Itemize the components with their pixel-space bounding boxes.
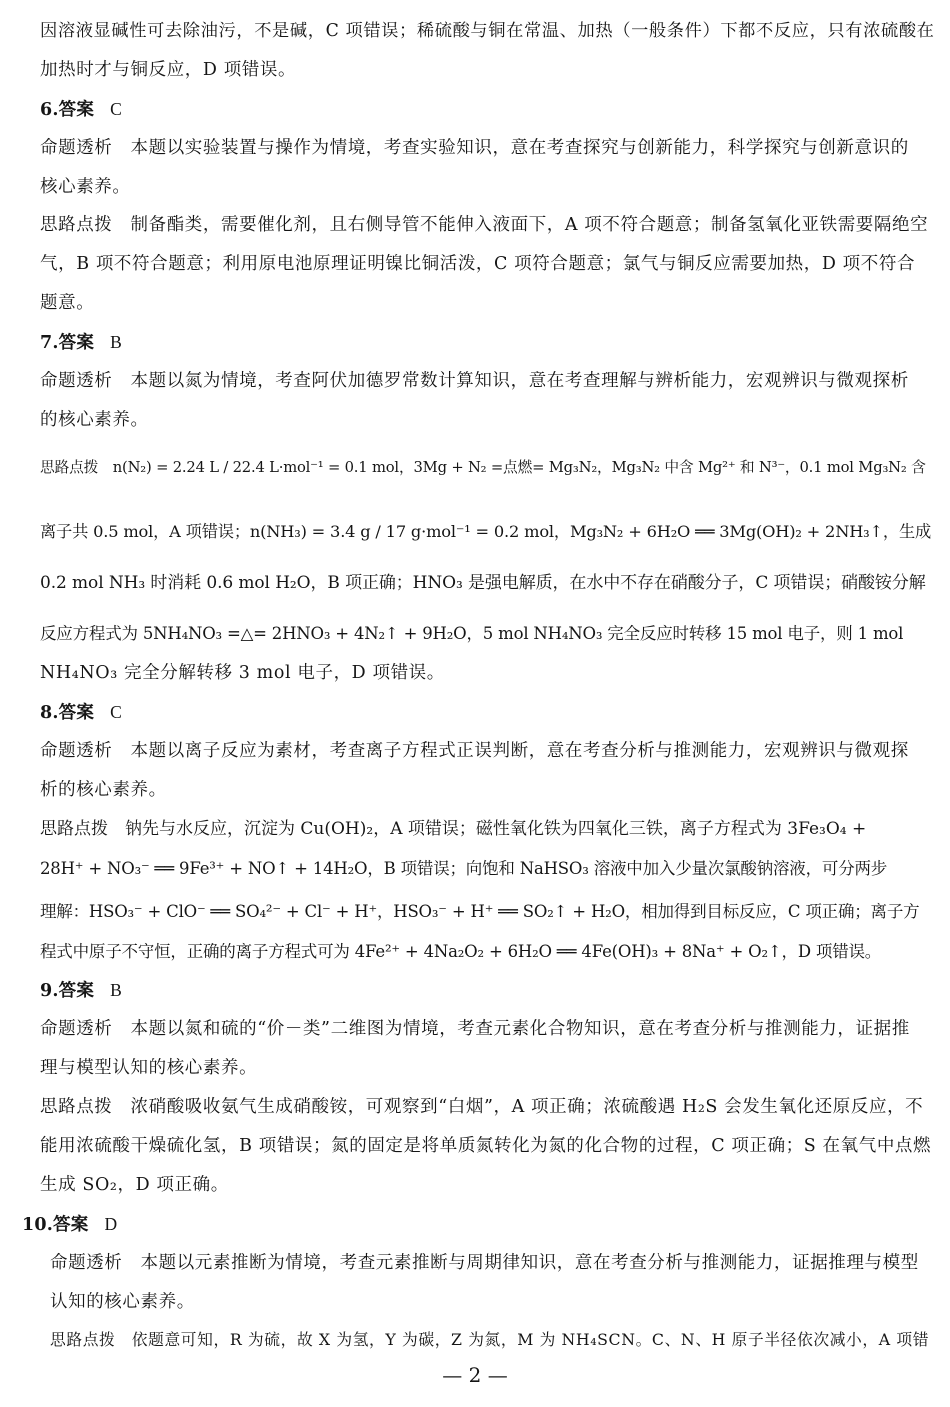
answer-value: B [110, 980, 122, 1000]
text-line: 0.2 mol NH₃ 时消耗 0.6 mol H₂O，B 项正确；HNO₃ 是强电解质，在水中不存在硝酸分子，C 项错误；硝酸铵分解 [40, 573, 926, 593]
text-line: 生成 SO₂，D 项正确。 [40, 1175, 229, 1195]
question-7-heading [40, 329, 930, 356]
answer-label: 答案 [58, 703, 95, 723]
text-line: 思路点拨 钠先与水反应，沉淀为 Cu(OH)₂，A 项错误；磁性氧化铁为四氧化三铁，离子方程式为 3Fe₃O₄ + [40, 819, 867, 839]
answer-value: B [110, 332, 122, 352]
question-8-heading [40, 699, 930, 726]
question-10-heading [22, 1211, 912, 1238]
text-line: 核心素养。 [40, 177, 131, 197]
answer-value: C [110, 99, 122, 119]
text-line: 命题透析 本题以氮和硫的“价－类”二维图为情境，考查元素化合物知识，意在考查分析与推测能力，证据推 [40, 1019, 910, 1039]
text-line: 因溶液显碱性可去除油污，不是碱，C 项错误；稀硫酸与铜在常温、加热（一般条件）下都不反应，只有浓硫酸在 [40, 21, 935, 41]
question-number: 6. [40, 100, 59, 120]
text-line: 命题透析 本题以元素推断为情境，考查元素推断与周期律知识，意在考查分析与推测能力，证据推理与模型 [50, 1253, 919, 1273]
text-line: 命题透析 本题以离子反应为素材，考查离子方程式正误判断，意在考查分析与推测能力，宏观辨识与微观探 [40, 741, 909, 761]
question-number: 10. [22, 1215, 54, 1235]
text-line: 思路点拨 依题意可知，R 为硫，故 X 为氢，Y 为碳，Z 为氮，M 为 NH₄SCN。C、N、H 原子半径依次减小，A 项错 [50, 1330, 930, 1349]
question-9-heading [40, 977, 930, 1004]
answer-label: 答案 [58, 981, 95, 1001]
text-line: 析的核心素养。 [40, 780, 167, 800]
text-line: 思路点拨 浓硝酸吸收氨气生成硝酸铵，可观察到“白烟”，A 项正确；浓硫酸遇 H₂S 会发生氧化还原反应，不 [40, 1097, 924, 1117]
text-line: 气，B 项不符合题意；利用原电池原理证明镍比铜活泼，C 项符合题意；氯气与铜反应需要加热，D 项不符合 [40, 254, 916, 274]
answer-value: C [110, 702, 122, 722]
page-number: — 2 — [442, 1363, 508, 1387]
text-line: 离子共 0.5 mol，A 项错误；n(NH₃) = 3.4 g / 17 g·mol⁻¹ = 0.2 mol，Mg₃N₂ + 6H₂O ══ 3Mg(OH)₂ + 2NH₃↑，生成 [40, 522, 932, 541]
text-line: 命题透析 本题以实验装置与操作为情境，考查实验知识，意在考查探究与创新能力，科学探究与创新意识的 [40, 138, 909, 158]
text-line: 能用浓硫酸干燥硫化氢，B 项错误；氮的固定是将单质氮转化为氮的化合物的过程，C 项正确；S 在氧气中点燃 [40, 1136, 932, 1156]
text-line: 28H⁺ + NO₃⁻ ══ 9Fe³⁺ + NO↑ + 14H₂O，B 项错误；向饱和 NaHSO₃ 溶液中加入少量次氯酸钠溶液，可分两步 [40, 859, 888, 878]
text-line: 的核心素养。 [40, 410, 149, 430]
answer-label: 答案 [53, 1215, 89, 1235]
text-line: 思路点拨 制备酯类，需要催化剂，且右侧导管不能伸入液面下，A 项不符合题意；制备氢氧化亚铁需要隔绝空 [40, 215, 929, 235]
answer-label: 答案 [58, 333, 95, 353]
question-number: 9. [40, 981, 59, 1001]
text-line: 命题透析 本题以氮为情境，考查阿伏加德罗常数计算知识，意在考查理解与辨析能力，宏观辨识与微观探析 [40, 371, 909, 391]
text-line: 加热时才与铜反应，D 项错误。 [40, 60, 297, 80]
question-number: 8. [40, 703, 59, 723]
text-line: 理与模型认知的核心素养。 [40, 1058, 258, 1078]
text-line: 认知的核心素养。 [50, 1292, 195, 1312]
text-line: 程式中原子不守恒，正确的离子方程式可为 4Fe²⁺ + 4Na₂O₂ + 6H₂O ══ 4Fe(OH)₃ + 8Na⁺ + O₂↑，D 项错误。 [40, 942, 882, 961]
text-line: 反应方程式为 5NH₄NO₃ =△= 2HNO₃ + 4N₂↑ + 9H₂O，5 mol NH₄NO₃ 完全反应时转移 15 mol 电子，则 1 mol [40, 624, 904, 643]
text-line: 题意。 [40, 293, 95, 313]
question-6-heading [40, 96, 930, 123]
answer-label: 答案 [58, 100, 95, 120]
text-line: NH₄NO₃ 完全分解转移 3 mol 电子，D 项错误。 [40, 663, 445, 683]
answer-value: D [104, 1214, 118, 1234]
text-line: 理解：HSO₃⁻ + ClO⁻ ══ SO₄²⁻ + Cl⁻ + H⁺，HSO₃⁻ + H⁺ ══ SO₂↑ + H₂O，相加得到目标反应，C 项正确；离子方 [40, 902, 920, 921]
question-number: 7. [40, 333, 59, 353]
text-line: 思路点拨 n(N₂) = 2.24 L / 22.4 L·mol⁻¹ = 0.1 mol，3Mg + N₂ =点燃= Mg₃N₂，Mg₃N₂ 中含 Mg²⁺ 和 N³⁻，0.1 mol Mg₃N₂ 含 [40, 459, 926, 476]
